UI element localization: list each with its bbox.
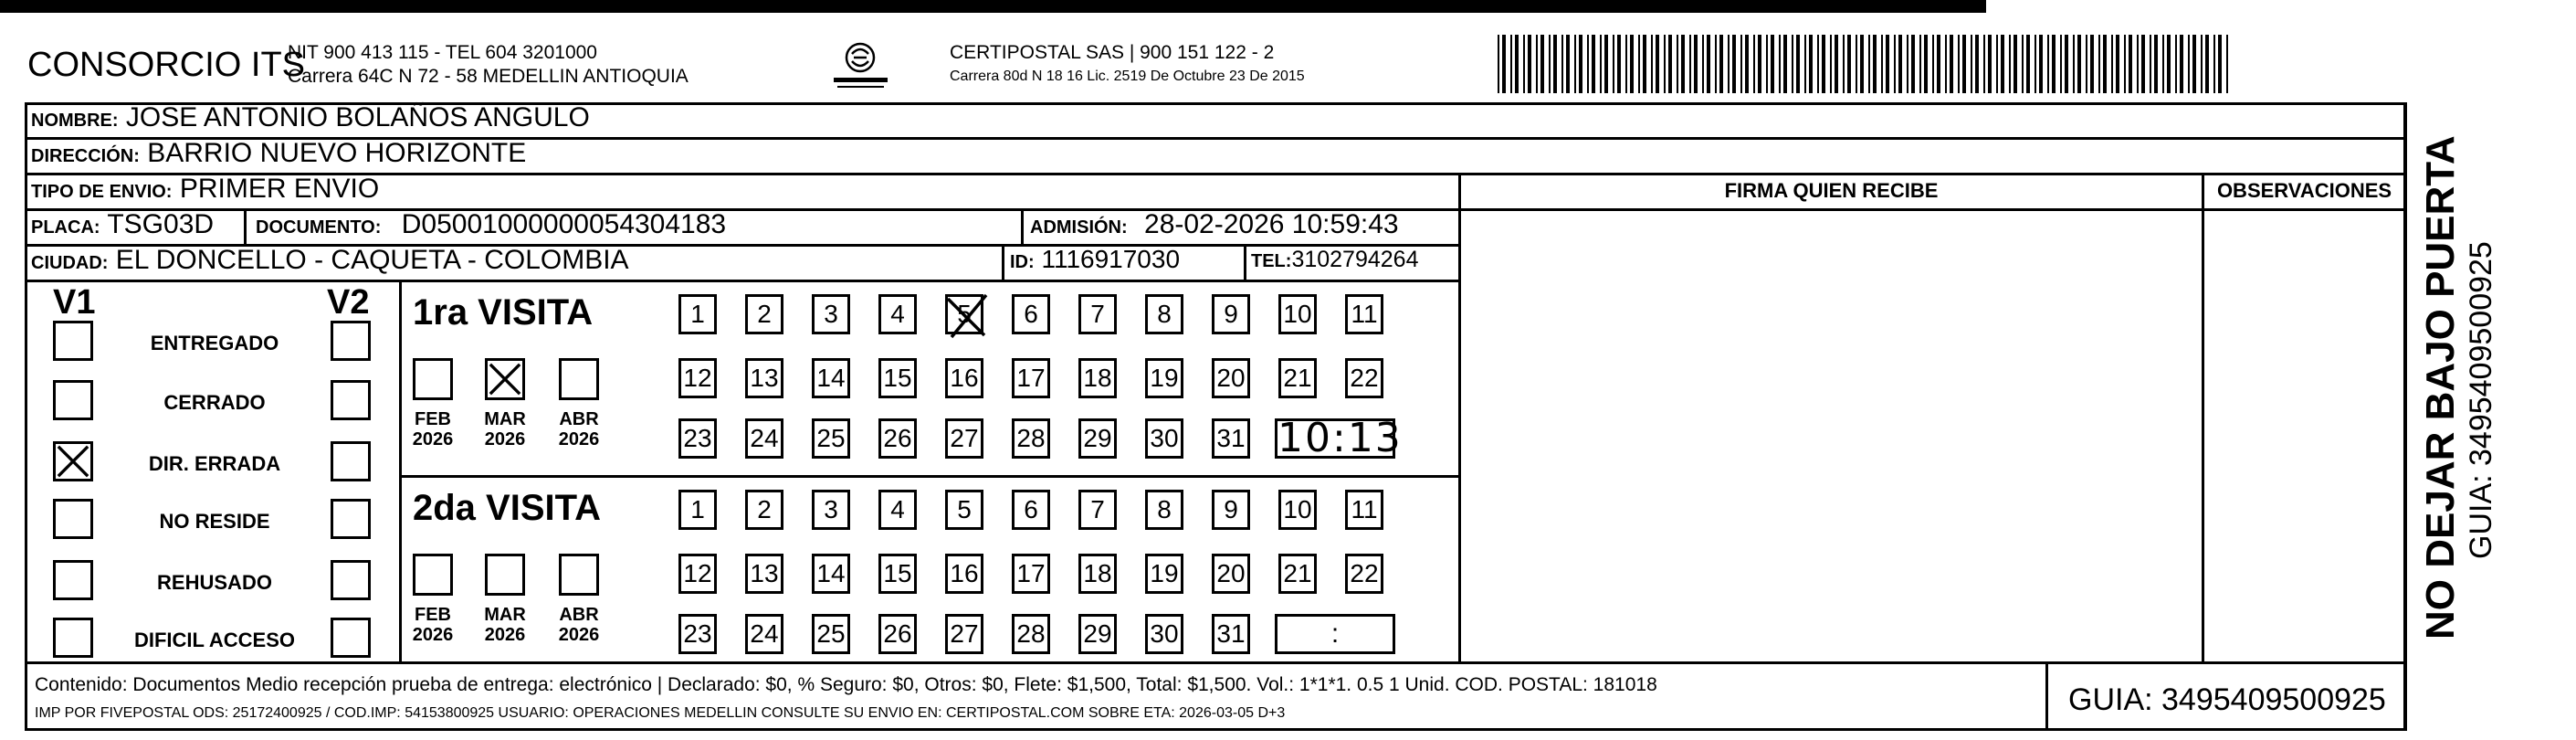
content-line: Contenido: Documentos Medio recepción prueba de entrega: electrónico | Declarado: $0, % Seguro: $0, Otros: $0, Flete: $1,500, Total: $1,500. Vol.: 1*1*1. 0.5 1 Unid. COD. POSTAL: 181018 [35,674,1657,695]
v1-checkbox[interactable] [53,560,93,600]
barcode [1498,35,2228,93]
day-box[interactable]: 8 [1145,294,1183,334]
day-box[interactable]: 27 [945,614,983,654]
day-box[interactable]: 22 [1345,554,1383,594]
placa-value: TSG03D [107,209,215,239]
month-name: MAR [484,409,526,429]
field-tipo-envio [31,174,379,205]
month-label [405,605,460,645]
month-year: 2026 [558,625,600,645]
v2-checkbox[interactable] [331,618,371,658]
day-box[interactable]: 11 [1345,490,1383,530]
day-box[interactable]: 23 [678,614,717,654]
day-box[interactable]: 26 [878,614,917,654]
month-label [478,605,532,645]
day-box[interactable]: 1 [678,294,717,334]
status-option-label: DIFICIL ACCESO [133,629,295,651]
day-box[interactable]: 11 [1345,294,1383,334]
month-checkbox[interactable] [413,554,453,596]
v1-checkbox[interactable] [53,441,93,481]
field-nombre [31,102,590,133]
rule [2045,661,2048,731]
v2-checkbox[interactable] [331,380,371,420]
month-label [552,605,606,645]
rule [1021,208,1024,244]
direccion-value: BARRIO NUEVO HORIZONTE [147,138,527,168]
rule [1002,244,1004,280]
day-box[interactable]: 3 [812,294,850,334]
day-box[interactable]: 18 [1078,554,1117,594]
day-box[interactable]: 22 [1345,358,1383,398]
day-box[interactable]: 17 [1012,554,1050,594]
rule [1458,173,1461,661]
side-guia: GUIA: 3495409500925 [2464,241,2498,559]
day-box[interactable]: 9 [1212,294,1250,334]
month-checkbox[interactable] [559,358,599,400]
rule [399,475,1458,478]
month-label [405,409,460,449]
day-box[interactable]: 18 [1078,358,1117,398]
day-box[interactable]: 8 [1145,490,1183,530]
month-year: 2026 [412,625,454,645]
nombre-value: JOSE ANTONIO BOLAÑOS ANGULO [125,102,590,132]
day-box[interactable]: 20 [1212,554,1250,594]
day-box[interactable]: 15 [878,358,917,398]
id-value: 1116917030 [1041,245,1181,273]
day-box[interactable]: 21 [1278,554,1317,594]
month-checkbox[interactable] [485,554,525,596]
tipo-envio-label: TIPO DE ENVIO: [31,182,173,202]
day-box[interactable]: 3 [812,490,850,530]
rule [1244,244,1246,280]
v2-checkbox[interactable] [331,441,371,481]
v2-checkbox[interactable] [331,321,371,361]
rule [244,208,247,244]
day-box[interactable]: 30 [1145,614,1183,654]
nombre-label: NOMBRE: [31,111,119,131]
day-box[interactable]: 4 [878,490,917,530]
day-box[interactable]: 23 [678,418,717,459]
day-box[interactable]: 31 [1212,418,1250,459]
v2-checkbox[interactable] [331,499,371,539]
footer-guia: GUIA: 3495409500925 [2068,682,2386,717]
field-ciudad [31,245,629,276]
status-option-label: ENTREGADO [150,332,279,354]
day-box[interactable]: 15 [878,554,917,594]
day-box[interactable]: 19 [1145,358,1183,398]
day-box[interactable]: 29 [1078,418,1117,459]
month-checkbox[interactable] [559,554,599,596]
day-box[interactable]: 20 [1212,358,1250,398]
rule [25,661,2406,664]
day-box[interactable]: 5 [945,490,983,530]
tipo-envio-value: PRIMER ENVIO [179,174,380,204]
admision-value: 28-02-2026 10:59:43 [1144,209,1399,239]
nit-line: NIT 900 413 115 - TEL 604 3201000 [288,42,597,63]
tel-label: TEL: [1251,251,1292,271]
rule [25,280,1458,282]
day-box[interactable]: 6 [1012,294,1050,334]
month-name: ABR [559,605,599,625]
day-box[interactable]: 1 [678,490,717,530]
day-box[interactable]: 2 [745,490,783,530]
firma-header: FIRMA QUIEN RECIBE [1724,179,1939,202]
month-year: 2026 [558,429,600,449]
rule [399,280,402,661]
ciudad-label: CIUDAD: [31,253,109,273]
v2-header: V2 [327,283,370,322]
v1-checkbox[interactable] [53,618,93,658]
month-year: 2026 [484,429,526,449]
month-label [478,409,532,449]
v1-checkbox[interactable] [53,380,93,420]
observaciones-header: OBSERVACIONES [2216,179,2392,202]
month-name: MAR [484,605,526,625]
day-box[interactable]: 28 [1012,614,1050,654]
month-name: FEB [415,409,451,429]
v1-header: V1 [53,283,96,322]
status-option-label: DIR. ERRADA [148,452,281,475]
field-tel [1251,247,1418,273]
day-box[interactable]: 12 [678,554,717,594]
time-box[interactable]: : [1275,614,1395,654]
day-box[interactable]: 14 [812,554,850,594]
placa-label: PLACA: [31,217,100,238]
day-box[interactable]: 25 [812,614,850,654]
day-box[interactable]: 14 [812,358,850,398]
day-box[interactable]: 16 [945,358,983,398]
day-box[interactable]: 16 [945,554,983,594]
day-box[interactable]: 31 [1212,614,1250,654]
day-box[interactable]: 4 [878,294,917,334]
day-check-mark [942,291,992,341]
day-box[interactable]: 7 [1078,294,1117,334]
day-box[interactable]: 24 [745,614,783,654]
day-box[interactable]: 28 [1012,418,1050,459]
month-checkbox[interactable] [485,358,525,400]
day-box[interactable]: 2 [745,294,783,334]
certipostal-address: Carrera 80d N 18 16 Lic. 2519 De Octubre 23 De 2015 [950,69,1305,84]
day-box[interactable]: 13 [745,358,783,398]
time-box[interactable]: 10:13 [1275,418,1395,459]
field-placa [31,209,214,240]
visit-title: 1ra VISITA [413,292,594,333]
month-year: 2026 [484,625,526,645]
top-black-bar [0,0,1986,13]
rule [25,173,2406,175]
company-address: Carrera 64C N 72 - 58 MEDELLIN ANTIOQUIA [288,66,689,87]
day-box[interactable]: 5 [945,294,983,334]
rule [2404,102,2407,731]
day-box[interactable]: 21 [1278,358,1317,398]
month-year: 2026 [412,429,454,449]
v1-checkbox[interactable] [53,321,93,361]
no-dejar-bajo-puerta: NO DEJAR BAJO PUERTA [2418,135,2463,640]
day-box[interactable]: 13 [745,554,783,594]
month-label [552,409,606,449]
day-box[interactable]: 29 [1078,614,1117,654]
admision-label: ADMISIÓN: [1030,217,1128,238]
field-documento [256,209,726,240]
month-checkbox[interactable] [413,358,453,400]
day-box[interactable]: 27 [945,418,983,459]
day-box[interactable]: 9 [1212,490,1250,530]
ciudad-value: EL DONCELLO - CAQUETA - COLOMBIA [115,245,629,275]
rule [2202,173,2204,661]
field-id [1010,245,1180,274]
day-box[interactable]: 19 [1145,554,1183,594]
side-text-area [2411,102,2497,661]
certipostal-info [950,41,1305,89]
status-option-label: NO RESIDE [159,510,270,533]
field-direccion [31,138,526,169]
visit-title: 2da VISITA [413,488,601,528]
day-box[interactable]: 26 [878,418,917,459]
certipostal-line: CERTIPOSTAL SAS | 900 151 122 - 2 [950,42,1275,63]
status-option-label: REHUSADO [157,571,272,594]
certipostal-logo [826,41,895,92]
status-option-label: CERRADO [163,391,266,414]
day-box[interactable]: 6 [1012,490,1050,530]
direccion-label: DIRECCIÓN: [31,146,140,166]
day-box[interactable]: 10 [1278,294,1317,334]
day-box[interactable]: 17 [1012,358,1050,398]
day-box[interactable]: 7 [1078,490,1117,530]
day-box[interactable]: 30 [1145,418,1183,459]
company-info [288,41,689,89]
day-box[interactable]: 24 [745,418,783,459]
rule [1458,208,2406,211]
v1-checkbox[interactable] [53,499,93,539]
id-label: ID: [1010,252,1035,272]
day-box[interactable]: 10 [1278,490,1317,530]
imp-line: IMP POR FIVEPOSTAL ODS: 25172400925 / COD.IMP: 54153800925 USUARIO: OPERACIONES MEDELLIN CONSULTE SU ENVIO EN: CERTIPOSTAL.COM SOBRE ETA: 2026-03-05 D+3 [35,705,1286,721]
field-admision [1030,209,1399,240]
v2-checkbox[interactable] [331,560,371,600]
documento-label: DOCUMENTO: [256,217,382,238]
documento-value: D05001000000054304183 [401,209,727,239]
tel-value: 3102794264 [1291,247,1419,272]
company-name: CONSORCIO ITS [27,46,306,84]
day-box[interactable]: 12 [678,358,717,398]
day-box[interactable]: 25 [812,418,850,459]
month-name: ABR [559,409,599,429]
month-name: FEB [415,605,451,625]
